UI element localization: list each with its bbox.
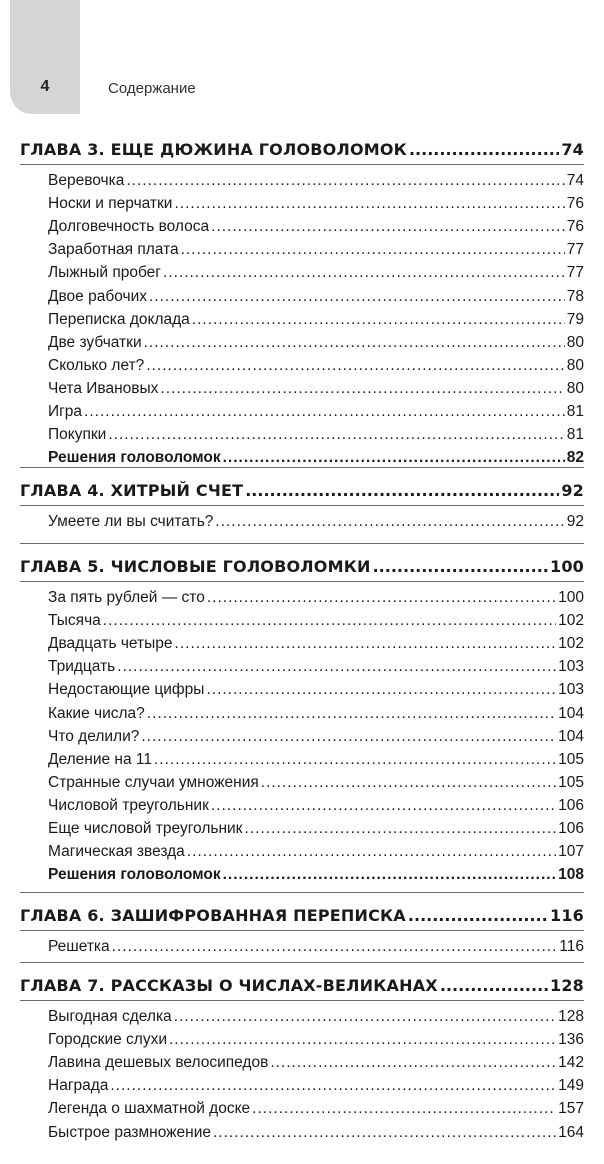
chapter-title: ГЛАВА 7. РАССКАЗЫ О ЧИСЛАХ-ВЕЛИКАНАХ: [20, 976, 438, 995]
entry-page: 81: [566, 403, 584, 420]
dot-leader: [126, 172, 564, 190]
entry-title: Что делили?: [48, 727, 140, 745]
entry-page: 149: [558, 1077, 584, 1095]
chapter-page: 116: [550, 906, 584, 925]
toc-entry: [48, 288, 584, 310]
toc-entry: [48, 751, 584, 773]
entry-title: Недостающие цифры: [48, 681, 205, 699]
toc-entry: [48, 218, 584, 240]
entry-title: Магическая звезда: [48, 843, 185, 861]
entry-title: Деление на 11: [48, 750, 152, 768]
entry-page: 80: [566, 379, 584, 397]
chapter-underline: [20, 1000, 584, 1001]
dot-leader: [408, 906, 548, 925]
entry-page: 77: [566, 264, 584, 282]
toc-entry: [48, 1100, 584, 1122]
entry-title: Какие числа?: [48, 704, 145, 722]
chapter-underline: [20, 930, 584, 931]
toc-entry: [48, 705, 584, 727]
entry-page: 107: [558, 843, 584, 861]
entry-title: Долговечность волоса: [48, 218, 210, 236]
dot-leader: [206, 681, 556, 699]
entry-title: Игра: [48, 403, 83, 420]
toc-entry: [48, 635, 584, 657]
chapter-divider: [20, 543, 584, 544]
toc-entry: [48, 658, 584, 680]
dot-leader: [440, 976, 548, 995]
dot-leader: [245, 481, 559, 500]
entry-page: 104: [558, 704, 584, 722]
dot-leader: [160, 380, 564, 398]
entry-page: 76: [566, 218, 584, 236]
toc-chapter: [20, 557, 584, 581]
running-head: Содержание: [108, 80, 196, 97]
dot-leader: [211, 218, 565, 236]
page-number: 4: [40, 78, 50, 95]
entry-page: 77: [566, 241, 584, 259]
entry-page: 164: [558, 1123, 584, 1141]
chapter-divider: [20, 962, 584, 963]
entry-title: Покупки: [48, 426, 107, 444]
entry-page: 102: [558, 612, 584, 630]
dot-leader: [147, 705, 556, 723]
entry-page: 128: [558, 1008, 584, 1025]
entry-title: Чета Ивановых: [48, 379, 159, 397]
dot-leader: [215, 513, 564, 531]
chapter-title: ГЛАВА 5. ЧИСЛОВЫЕ ГОЛОВОЛОМКИ: [20, 557, 371, 576]
toc-entry: [48, 1008, 584, 1030]
entry-page: 105: [558, 750, 584, 768]
entry-title: Умеете ли вы считать?: [48, 513, 214, 530]
entry-page: 78: [566, 287, 584, 305]
dot-leader: [261, 774, 556, 792]
toc-entry: [48, 866, 584, 888]
chapter-page: 92: [561, 481, 584, 500]
entry-page: 92: [566, 513, 584, 530]
toc-entry: [48, 728, 584, 750]
toc-entry: [48, 681, 584, 703]
entry-page: 105: [558, 773, 584, 791]
entry-page: 106: [558, 820, 584, 837]
toc-entry: [48, 1077, 584, 1099]
toc-entry: [48, 195, 584, 217]
entry-title: Еще числовой треугольник: [48, 820, 243, 837]
toc-entry: [48, 797, 584, 819]
dot-leader: [223, 866, 557, 884]
toc-chapter: [20, 976, 584, 1000]
entry-title: Двадцать четыре: [48, 635, 173, 653]
entry-title: Странные случаи умножения: [48, 773, 259, 791]
toc-entry: [48, 311, 584, 333]
dot-leader: [409, 140, 559, 159]
entry-title: Лавина дешевых велосипедов: [48, 1054, 269, 1072]
dot-leader: [112, 938, 558, 956]
chapter-underline: [20, 505, 584, 506]
toc-entry: [48, 774, 584, 796]
entry-page: 108: [558, 866, 584, 884]
toc-chapter: [20, 481, 584, 505]
toc-entry: [48, 403, 584, 425]
dot-leader: [154, 751, 556, 769]
entry-title: Городские слухи: [48, 1031, 167, 1049]
toc-entry: [48, 334, 584, 356]
dot-leader: [174, 1008, 556, 1026]
dot-leader: [252, 1100, 556, 1118]
dot-leader: [373, 557, 548, 576]
toc-entry: [48, 1031, 584, 1053]
dot-leader: [144, 334, 565, 352]
entry-title: Переписка доклада: [48, 310, 190, 328]
dot-leader: [187, 843, 556, 861]
entry-title: Носки и перчатки: [48, 195, 173, 213]
entry-page: 104: [558, 727, 584, 745]
entry-title: Сколько лет?: [48, 356, 145, 374]
toc-entry: [48, 938, 584, 960]
dot-leader: [207, 589, 556, 607]
toc-chapter: [20, 140, 584, 164]
entry-page: 100: [558, 589, 584, 606]
dot-leader: [223, 449, 565, 467]
dot-leader: [146, 357, 564, 375]
toc-entry: [48, 241, 584, 263]
toc-entry: [48, 357, 584, 379]
entry-page: 136: [558, 1031, 584, 1049]
entry-page: 106: [558, 796, 584, 814]
dot-leader: [175, 635, 557, 653]
dot-leader: [84, 403, 565, 421]
chapter-title: ГЛАВА 3. ЕЩЕ ДЮЖИНА ГОЛОВОЛОМОК: [20, 140, 407, 159]
chapter-page: 128: [550, 976, 584, 995]
dot-leader: [270, 1054, 556, 1072]
entry-page: 74: [566, 172, 584, 189]
toc-entry: [48, 380, 584, 402]
entry-title: Веревочка: [48, 172, 125, 189]
dot-leader: [192, 311, 565, 329]
toc-entry: [48, 1124, 584, 1146]
entry-title: Решения головоломок: [48, 449, 221, 467]
chapter-title: ГЛАВА 4. ХИТРЫЙ СЧЕТ: [20, 481, 244, 500]
dot-leader: [181, 241, 565, 259]
chapter-divider: [20, 892, 584, 893]
dot-leader: [244, 820, 556, 838]
toc-entry: [48, 820, 584, 842]
chapter-divider: [20, 467, 584, 468]
entry-title: Тридцать: [48, 658, 116, 676]
toc-entry: [48, 426, 584, 448]
toc-entry: [48, 172, 584, 194]
entry-title: Двое рабочих: [48, 287, 147, 305]
entry-title: Выгодная сделка: [48, 1008, 172, 1025]
toc-chapter: [20, 906, 584, 930]
toc-entry: [48, 1054, 584, 1076]
chapter-page: 74: [561, 140, 584, 159]
dot-leader: [211, 797, 556, 815]
dot-leader: [169, 1031, 556, 1049]
dot-leader: [213, 1124, 556, 1142]
dot-leader: [141, 728, 556, 746]
entry-page: 102: [558, 635, 584, 653]
chapter-title: ГЛАВА 6. ЗАШИФРОВАННАЯ ПЕРЕПИСКА: [20, 906, 406, 925]
dot-leader: [174, 195, 564, 213]
dot-leader: [117, 658, 556, 676]
toc-entry: [48, 589, 584, 611]
entry-page: 81: [566, 426, 584, 444]
entry-title: Лыжный пробег: [48, 264, 161, 282]
entry-title: Заработная плата: [48, 241, 179, 259]
entry-page: 142: [558, 1054, 584, 1072]
entry-page: 79: [566, 310, 584, 328]
chapter-underline: [20, 581, 584, 582]
entry-title: Числовой треугольник: [48, 796, 209, 814]
entry-page: 157: [558, 1100, 584, 1118]
dot-leader: [163, 264, 565, 282]
entry-title: Решетка: [48, 938, 110, 955]
entry-title: Решения головоломок: [48, 866, 221, 884]
entry-page: 116: [559, 938, 584, 955]
dot-leader: [149, 288, 565, 306]
entry-page: 76: [566, 195, 584, 213]
entry-page: 103: [558, 681, 584, 699]
dot-leader: [108, 426, 564, 444]
dot-leader: [103, 612, 556, 630]
dot-leader: [110, 1077, 556, 1095]
entry-page: 82: [566, 449, 584, 467]
entry-page: 80: [566, 356, 584, 374]
entry-title: Быстрое размножение: [48, 1123, 211, 1141]
entry-title: Тысяча: [48, 612, 101, 630]
entry-title: За пять рублей — сто: [48, 589, 205, 606]
chapter-underline: [20, 164, 584, 165]
entry-page: 80: [566, 333, 584, 351]
entry-page: 103: [558, 658, 584, 676]
toc-entry: [48, 264, 584, 286]
chapter-page: 100: [550, 557, 584, 576]
entry-title: Награда: [48, 1077, 109, 1095]
toc-entry: [48, 513, 584, 535]
entry-title: Две зубчатки: [48, 333, 142, 351]
toc-entry: [48, 612, 584, 634]
toc-entry: [48, 843, 584, 865]
entry-title: Легенда о шахматной доске: [48, 1100, 251, 1118]
